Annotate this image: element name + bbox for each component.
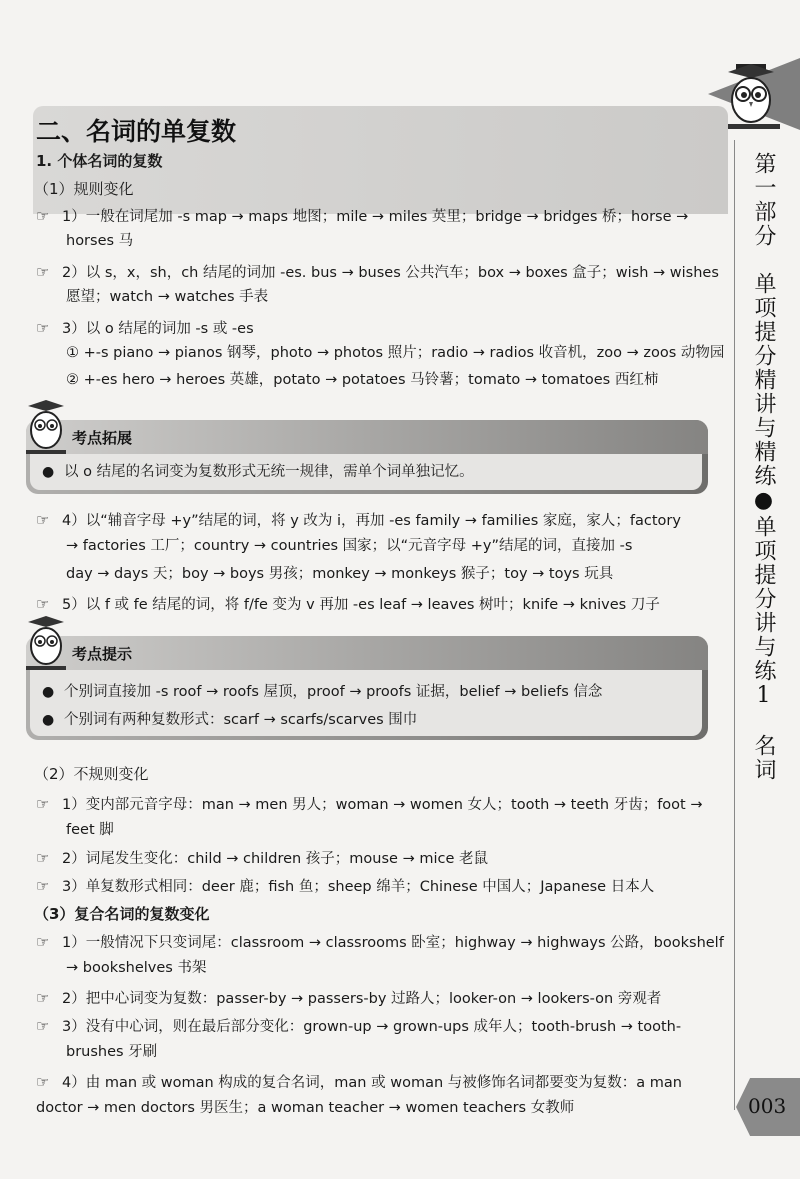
tip-box-title: 考点拓展 bbox=[72, 429, 133, 447]
pointing-hand-icon: ☞ bbox=[36, 1017, 50, 1035]
bullet-icon: ● bbox=[42, 712, 55, 728]
list-item: ☞ 3）以 o 结尾的词加 -s 或 -es bbox=[36, 316, 254, 341]
list-item: ☞ 1）变内部元音字母：man → men 男人；woman → women 女人；tooth → teeth 牙齿；foot → bbox=[36, 792, 702, 817]
list-item-cont: ① +-s piano → pianos 钢琴，photo → photos 照片；radio → radios 收音机，zoo → zoos 动物园 bbox=[66, 345, 725, 361]
pointing-hand-icon: ☞ bbox=[36, 1073, 50, 1091]
bullet-icon: ● bbox=[42, 464, 55, 480]
bullet-icon: ● bbox=[42, 684, 55, 700]
list-item: ☞ 5）以 f 或 fe 结尾的词，将 f/fe 变为 v 再加 -es leaf → leaves 树叶；knife → knives 刀子 bbox=[36, 592, 660, 617]
regular-heading: （1）规则变化 bbox=[34, 180, 134, 198]
list-item: ☞ 3）没有中心词，则在最后部分变化：grown-up → grown-ups 成年人；tooth-brush → tooth- bbox=[36, 1014, 681, 1039]
list-item: ☞ 2）词尾发生变化：child → children 孩子；mouse → mice 老鼠 bbox=[36, 846, 488, 871]
pointing-hand-icon: ☞ bbox=[36, 207, 50, 225]
chapter-sidebar-title: 第一部分 单项提分精讲与精练●单项提分讲与练1 名词 bbox=[751, 152, 776, 782]
list-item: ☞ 1）一般情况下只变词尾：classroom → classrooms 卧室；highway → highways 公路，bookshelf bbox=[36, 930, 724, 955]
pointing-hand-icon: ☞ bbox=[36, 877, 50, 895]
pointing-hand-icon: ☞ bbox=[36, 795, 50, 813]
tip-item: ● 个别词有两种复数形式：scarf → scarfs/scarves 围巾 bbox=[42, 708, 417, 732]
owl-icon bbox=[24, 614, 68, 676]
list-item: ☞ 4）以“辅音字母 +y”结尾的词，将 y 改为 i，再加 -es family → families 家庭，家人；factory bbox=[36, 508, 681, 533]
list-item-cont: 愿望；watch → watches 手表 bbox=[66, 289, 269, 305]
page-number: 003 bbox=[748, 1094, 787, 1118]
list-item-cont: day → days 天；boy → boys 男孩；monkey → monkeys 猴子；toy → toys 玩具 bbox=[66, 566, 614, 582]
tip-item: ● 个别词直接加 -s roof → roofs 屋顶，proof → proofs 证据，belief → beliefs 信念 bbox=[42, 680, 602, 704]
list-item: ☞ 1）一般在词尾加 -s map → maps 地图；mile → miles 英里；bridge → bridges 桥；horse → bbox=[36, 204, 688, 229]
pointing-hand-icon: ☞ bbox=[36, 989, 50, 1007]
owl-graduate-icon bbox=[722, 62, 784, 136]
list-item-cont: horses 马 bbox=[66, 233, 134, 249]
pointing-hand-icon: ☞ bbox=[36, 319, 50, 337]
tip-item: ● 以 o 结尾的名词变为复数形式无统一规律，需单个词单独记忆。 bbox=[42, 460, 474, 484]
list-item-cont: → bookshelves 书架 bbox=[66, 960, 207, 976]
pointing-hand-icon: ☞ bbox=[36, 263, 50, 281]
list-item: ☞ 2）把中心词变为复数：passer-by → passers-by 过路人；looker-on → lookers-on 旁观者 bbox=[36, 986, 661, 1011]
section-title: 二、名词的单复数 bbox=[36, 117, 237, 146]
subsection-heading: 1. 个体名词的复数 bbox=[36, 152, 163, 170]
tip-box-title: 考点提示 bbox=[72, 645, 133, 663]
irregular-heading: （2）不规则变化 bbox=[34, 765, 149, 783]
list-item-cont: → factories 工厂；country → countries 国家；以“元音字母 +y”结尾的词，直接加 -s bbox=[66, 538, 633, 554]
pointing-hand-icon: ☞ bbox=[36, 849, 50, 867]
list-item-cont: ② +-es hero → heroes 英雄，potato → potatoes 马铃薯；tomato → tomatoes 西红柿 bbox=[66, 372, 659, 388]
compound-heading: （3）复合名词的复数变化 bbox=[34, 905, 210, 923]
owl-icon bbox=[24, 398, 68, 460]
pointing-hand-icon: ☞ bbox=[36, 933, 50, 951]
list-item-cont: feet 脚 bbox=[66, 822, 114, 838]
list-item-cont: doctor → men doctors 男医生；a woman teacher → women teachers 女教师 bbox=[36, 1100, 575, 1116]
list-item: ☞ 3）单复数形式相同：deer 鹿；fish 鱼；sheep 绵羊；Chinese 中国人；Japanese 日本人 bbox=[36, 874, 654, 899]
list-item: ☞ 4）由 man 或 woman 构成的复合名词，man 或 woman 与被修饰名词都要变为复数：a man bbox=[36, 1070, 682, 1095]
list-item-cont: brushes 牙刷 bbox=[66, 1044, 158, 1060]
list-item: ☞ 2）以 s，x，sh，ch 结尾的词加 -es. bus → buses 公共汽车；box → boxes 盒子；wish → wishes bbox=[36, 260, 719, 285]
pointing-hand-icon: ☞ bbox=[36, 595, 50, 613]
pointing-hand-icon: ☞ bbox=[36, 511, 50, 529]
